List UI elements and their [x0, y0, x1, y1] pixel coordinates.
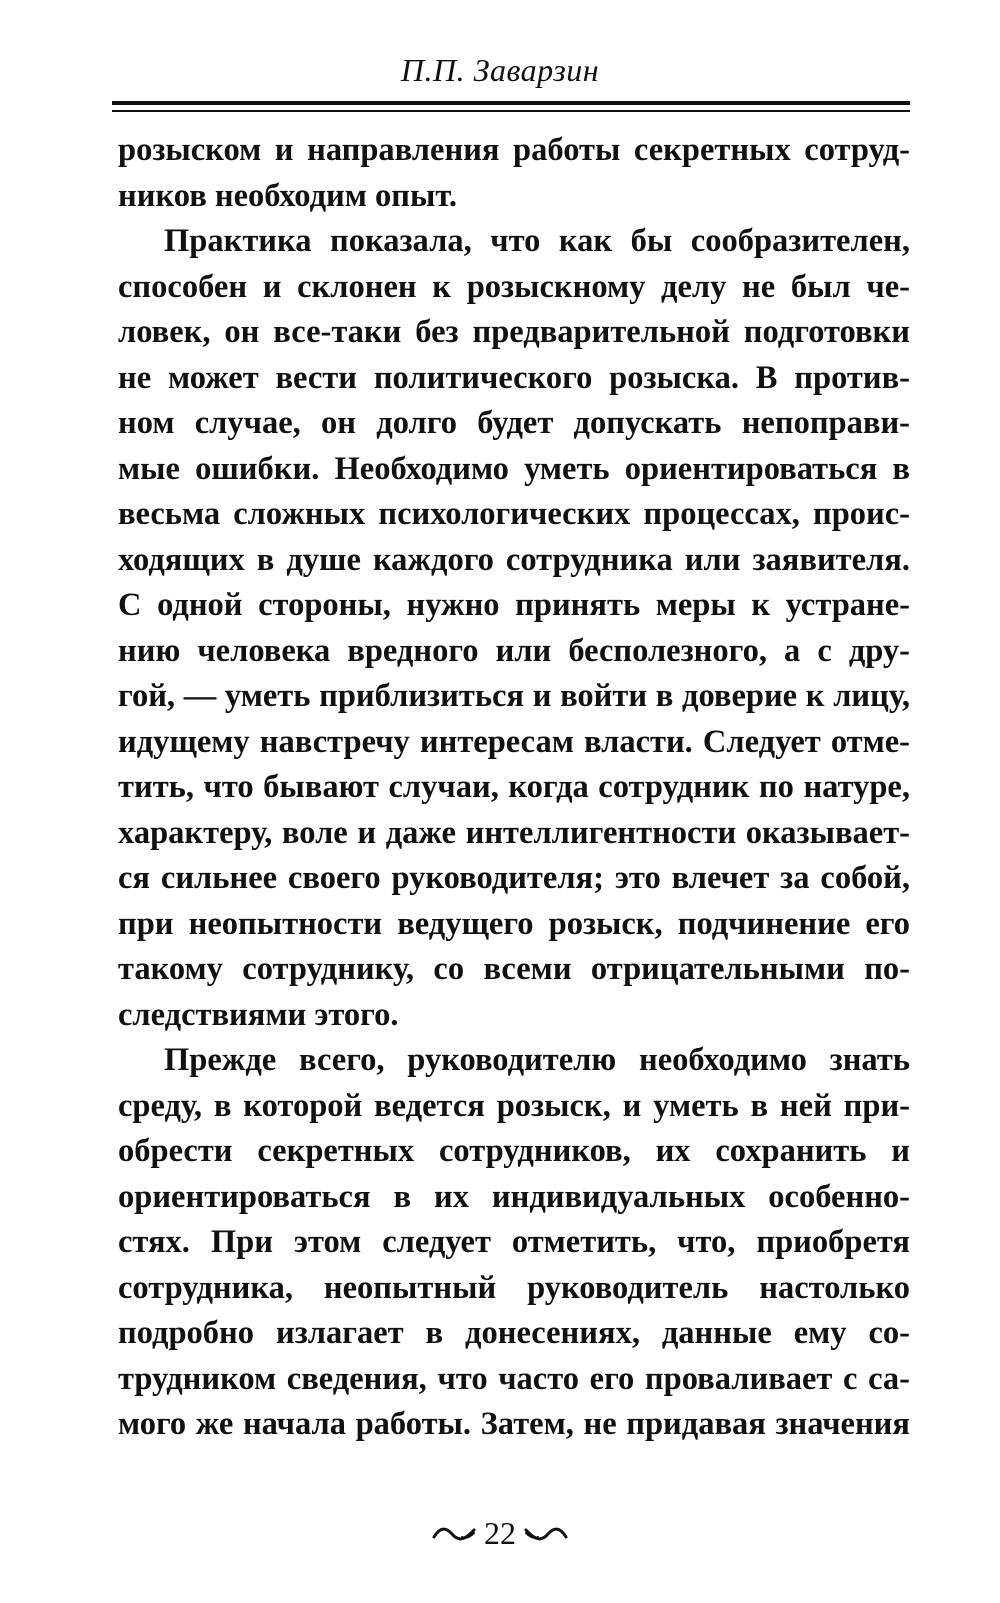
text-line: ходящих в душе каждого сотрудника или заявителя.	[118, 541, 910, 578]
text-line: розыском и направления работы секретных сотруд-	[118, 132, 910, 168]
text-line: при неопытности ведущего розыск, подчинение его	[118, 905, 910, 942]
text-line: подробно излагает в донесениях, данные ему со-	[118, 1315, 910, 1351]
text-line: ном случае, он долго будет допускать непоправи-	[118, 405, 910, 441]
text-line: обрести секретных сотрудников, их сохранить и	[118, 1133, 910, 1169]
text-line: идущему навстречу интересам власти. Следует отме-	[118, 723, 910, 760]
text-line: Практика показала, что как бы сообразителен,	[164, 223, 910, 259]
text-line: гой, — уметь приблизиться и войти в доверие к лицу,	[118, 678, 910, 714]
text-line: С одной стороны, нужно принять меры к устране-	[118, 587, 910, 623]
text-line: способен и склонен к розыскному делу не был че-	[118, 268, 910, 305]
text-line: весьма сложных психологических процессах, проис-	[118, 496, 910, 532]
text-line: мого же начала работы. Затем, не придавая значения	[118, 1406, 910, 1442]
text-line: ников необходим опыт.	[118, 177, 458, 214]
text-line: Прежде всего, руководителю необходимо знать	[164, 1042, 910, 1078]
text-line: тить, что бывают случаи, когда сотрудник по натуре,	[118, 769, 910, 805]
body-text	[118, 128, 910, 1448]
header-rule-thin	[112, 110, 910, 112]
text-line: характеру, воле и даже интеллигентности оказывает-	[118, 814, 910, 851]
text-line: ся сильнее своего руководителя; это влечет за собой,	[118, 860, 910, 896]
text-line: следствиями этого.	[118, 996, 399, 1033]
header-rule-thick	[112, 101, 910, 105]
swash-ornament-left-icon	[432, 1525, 476, 1543]
text-line: стях. При этом следует отметить, что, приобретя	[118, 1224, 910, 1260]
running-title: П.П. Заварзин	[400, 52, 600, 88]
text-line: трудником сведения, что часто его проваливает с са-	[118, 1360, 910, 1397]
text-line: такому сотруднику, со всеми отрицательными по-	[118, 951, 910, 987]
swash-ornament-right-icon	[524, 1525, 568, 1543]
text-line: ориентироваться в их индивидуальных особенно-	[118, 1178, 910, 1215]
text-line: нию человека вредного или бесполезного, а с дру-	[118, 632, 910, 669]
text-line: ловек, он все-таки без предварительной подготовки	[118, 314, 910, 350]
page-folio	[0, 1515, 1000, 1552]
text-line: среду, в которой ведется розыск, и уметь в ней при-	[118, 1087, 910, 1124]
page-number: 22	[484, 1515, 516, 1551]
text-line: не может вести политического розыска. В против-	[118, 359, 910, 396]
text-line: мые ошибки. Необходимо уметь ориентироваться в	[118, 450, 910, 487]
text-line: сотрудника, неопытный руководитель настолько	[118, 1269, 910, 1306]
